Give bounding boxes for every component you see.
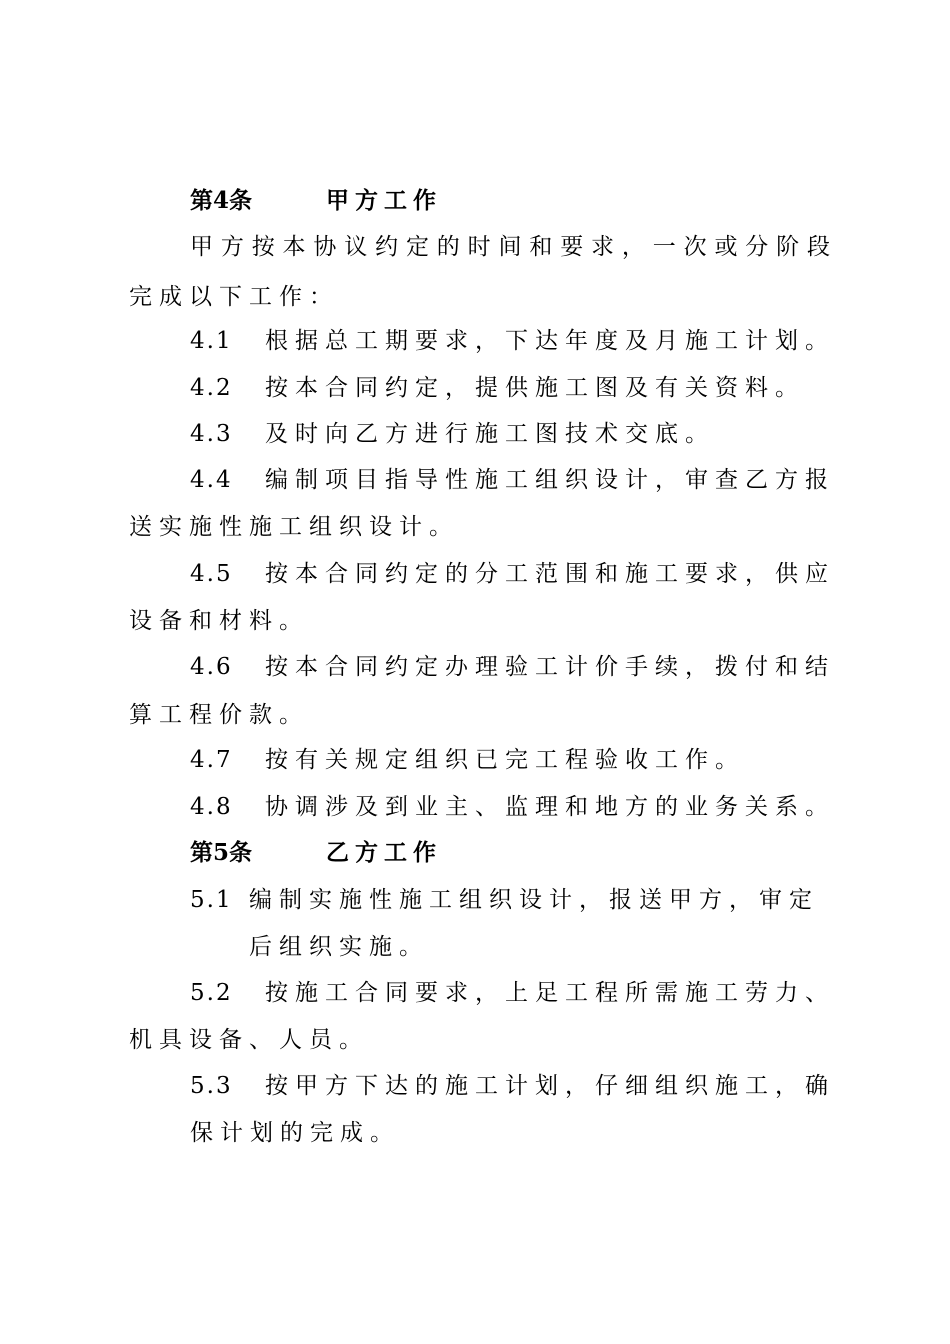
clause-number: 5.2 — [190, 980, 233, 1006]
clause-4-6-continuation: 算工程价款。 — [129, 702, 309, 728]
clause-text: 协调涉及到业主、监理和地方的业务关系。 — [265, 794, 835, 820]
clause-number: 4.2 — [190, 375, 233, 401]
clause-text: 按本合同约定办理验工计价手续，拨付和结 — [265, 654, 835, 680]
clause-text: 及时向乙方进行施工图技术交底。 — [265, 421, 715, 447]
article-4-intro-line-1: 甲方按本协议约定的时间和要求，一次或分阶段 — [190, 234, 830, 260]
article-4-title: 甲方工作 — [326, 187, 442, 214]
article-4-intro-line-2: 完成以下工作： — [129, 284, 339, 310]
clause-4-6 — [190, 652, 835, 682]
clause-5-2 — [190, 978, 835, 1008]
clause-text: 根据总工期要求，下达年度及月施工计划。 — [265, 328, 835, 354]
clause-number: 4.5 — [190, 561, 233, 587]
article-4-number: 第4条 — [190, 187, 253, 214]
clause-text: 按本合同约定的分工范围和施工要求，供应 — [265, 561, 835, 587]
clause-5-1-continuation: 后组织实施。 — [249, 934, 429, 960]
clause-5-3 — [190, 1071, 835, 1101]
clause-text: 按甲方下达的施工计划，仔细组织施工，确 — [265, 1073, 835, 1099]
clause-5-1 — [190, 885, 819, 915]
article-5-title: 乙方工作 — [326, 839, 442, 866]
article-4-heading — [190, 186, 442, 216]
clause-number: 4.4 — [190, 467, 233, 493]
clause-number: 4.8 — [190, 794, 233, 820]
clause-4-2 — [190, 373, 805, 403]
clause-text: 按施工合同要求，上足工程所需施工劳力、 — [265, 980, 835, 1006]
clause-text: 编制项目指导性施工组织设计，审查乙方报 — [265, 467, 835, 493]
clause-4-4 — [190, 465, 835, 495]
clause-number: 4.1 — [190, 328, 233, 354]
clause-4-5-continuation: 设备和材料。 — [129, 608, 309, 634]
clause-number: 5.1 — [190, 887, 233, 913]
clause-text: 按本合同约定，提供施工图及有关资料。 — [265, 375, 805, 401]
clause-number: 4.7 — [190, 747, 233, 773]
clause-number: 5.3 — [190, 1073, 233, 1099]
clause-text: 编制实施性施工组织设计，报送甲方，审定 — [249, 887, 819, 913]
clause-text: 按有关规定组织已完工程验收工作。 — [265, 747, 745, 773]
clause-4-8 — [190, 792, 835, 822]
clause-5-2-continuation: 机具设备、人员。 — [129, 1027, 369, 1053]
clause-number: 4.6 — [190, 654, 233, 680]
clause-4-5 — [190, 559, 835, 589]
clause-4-3 — [190, 419, 715, 449]
clause-4-1 — [190, 326, 835, 356]
clause-5-3-continuation: 保计划的完成。 — [190, 1120, 400, 1146]
clause-4-4-continuation: 送实施性施工组织设计。 — [129, 514, 459, 540]
article-5-heading — [190, 838, 442, 868]
clause-4-7 — [190, 745, 745, 775]
clause-number: 4.3 — [190, 421, 233, 447]
article-5-number: 第5条 — [190, 839, 253, 866]
